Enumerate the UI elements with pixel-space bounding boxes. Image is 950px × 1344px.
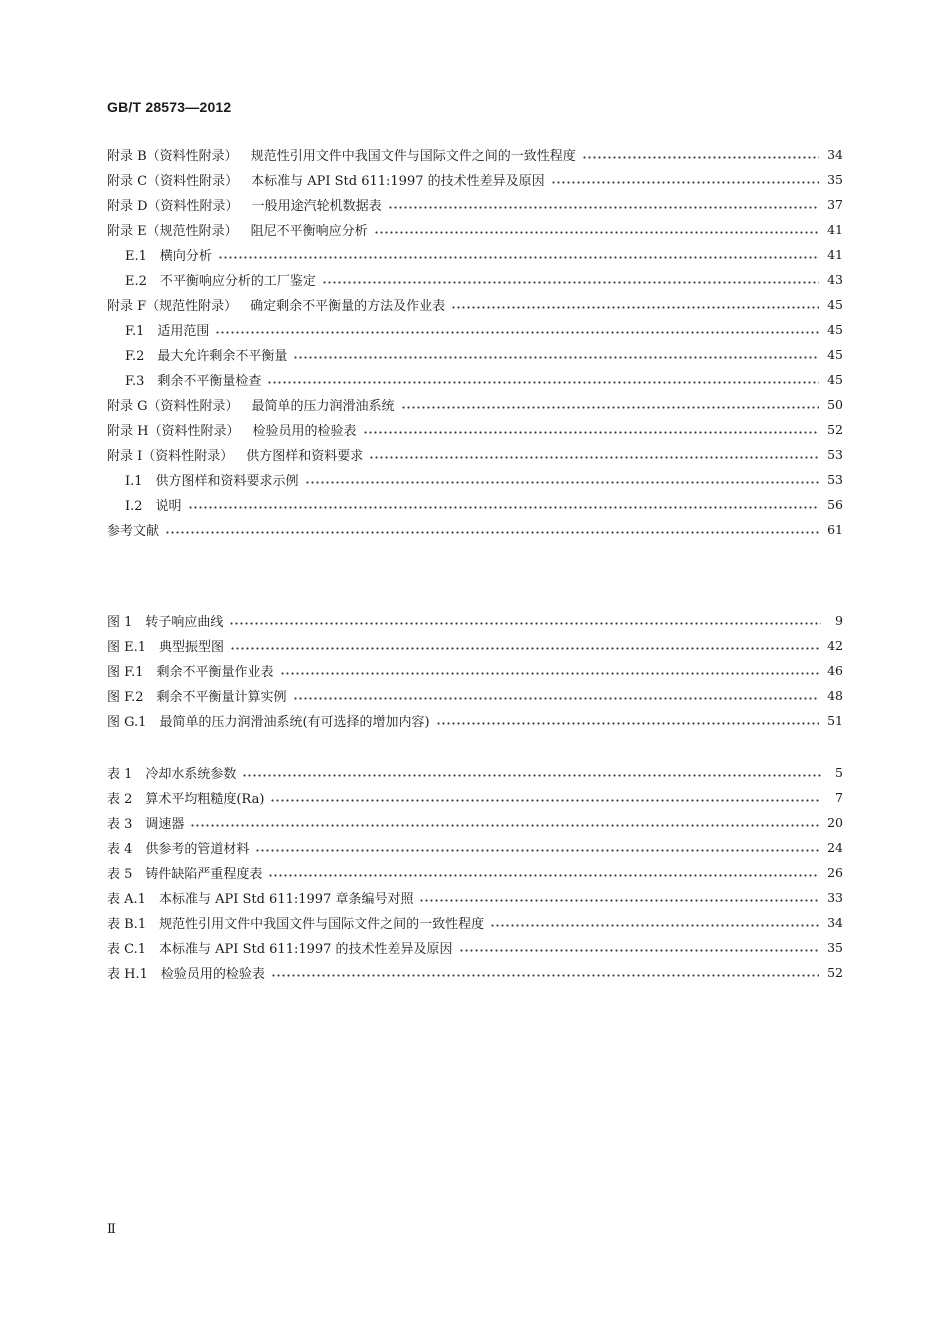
toc-page-number: 53 [827, 472, 843, 487]
toc-entry-label: 附录 F（规范性附录） [107, 299, 238, 314]
toc-entry-label: F.2 [125, 349, 145, 364]
toc-entry-label: 图 1 [107, 615, 133, 630]
dot-leader [270, 799, 821, 802]
toc-entry-text: 本标准与 API Std 611:1997 的技术性差异及原因 [251, 174, 545, 189]
toc-page-number: 45 [827, 297, 843, 312]
toc-entry-label: 图 F.1 [107, 665, 144, 680]
toc-entry-text: 横向分析 [159, 249, 212, 264]
toc-entry-text: 铸件缺陷严重程度表 [145, 867, 263, 882]
toc-entry-label: 附录 H（资料性附录） [107, 424, 240, 439]
appendix-toc-entry[interactable] [107, 392, 843, 417]
toc-entry-title [107, 763, 242, 782]
dot-leader [242, 774, 821, 777]
appendix-toc-entry[interactable] [107, 242, 843, 267]
appendix-toc-entry[interactable] [107, 517, 843, 542]
toc-entry-text: 最简单的压力润滑油系统 [251, 399, 395, 414]
toc-entry-label: 表 B.1 [107, 917, 147, 932]
toc-entry-title [107, 420, 363, 439]
dot-leader [188, 506, 820, 509]
toc-entry-text: 适用范围 [157, 324, 210, 339]
toc-page-number: 5 [835, 765, 843, 780]
toc-page-number: 56 [827, 497, 843, 512]
toc-entry-title [107, 788, 270, 807]
dot-leader [268, 874, 819, 877]
toc-entry-title [107, 963, 271, 982]
toc-entry-label: 附录 I（资料性附录） [107, 449, 234, 464]
appendix-toc-entry[interactable] [107, 267, 843, 292]
toc-page-number: 42 [827, 638, 843, 653]
toc-entry-title [125, 345, 293, 364]
toc-entry-spacer [144, 665, 157, 680]
toc-entry-label: 图 G.1 [107, 715, 147, 730]
toc-page-number: 45 [827, 372, 843, 387]
appendix-toc-entry[interactable] [107, 467, 843, 492]
toc-page-number: 35 [827, 940, 843, 955]
toc-entry-spacer [146, 942, 159, 957]
dot-leader [305, 481, 820, 484]
toc-entry-title [107, 686, 293, 705]
toc-entry-spacer [132, 842, 145, 857]
toc-page-number: 45 [827, 322, 843, 337]
appendix-toc-entry[interactable] [107, 492, 843, 517]
toc-entry-text: 检验员用的检验表 [252, 424, 357, 439]
dot-leader [388, 206, 820, 209]
toc-page-number: 43 [827, 272, 843, 287]
toc-entry-label: 表 C.1 [107, 942, 147, 957]
table-toc-entry[interactable] [107, 760, 843, 785]
dot-leader [459, 949, 820, 952]
dot-leader [293, 697, 820, 700]
dot-leader [419, 899, 819, 902]
toc-entry-title [125, 470, 305, 489]
toc-entry-text: 阻尼不平衡响应分析 [250, 224, 368, 239]
toc-entry-title [107, 636, 230, 655]
toc-entry-label: 图 E.1 [107, 640, 147, 655]
toc-entry-text: 规范性引用文件中我国文件与国际文件之间的一致性程度 [250, 149, 576, 164]
toc-entry-spacer [132, 615, 145, 630]
appendix-toc-entry[interactable] [107, 192, 843, 217]
toc-entry-text: 确定剩余不平衡量的方法及作业表 [250, 299, 446, 314]
toc-page-number: 50 [827, 397, 843, 412]
appendix-toc-entry[interactable] [107, 142, 843, 167]
figure-toc-entry[interactable] [107, 708, 843, 733]
toc-entry-label: I.1 [125, 474, 143, 489]
toc-entry-text: 检验员用的检验表 [160, 967, 265, 982]
toc-entry-text: 最简单的压力润滑油系统(有可选择的增加内容) [159, 715, 430, 730]
toc-entry-label: F.1 [125, 324, 145, 339]
toc-entry-title [107, 145, 582, 164]
dot-leader [267, 381, 819, 384]
dot-leader [229, 622, 821, 625]
toc-page-number: 48 [827, 688, 843, 703]
toc-entry-label: 附录 C（资料性附录） [107, 174, 239, 189]
toc-page-number: 35 [827, 172, 843, 187]
toc-entry-title [107, 195, 388, 214]
toc-entry-label: 参考文献 [107, 524, 160, 539]
toc-entry-spacer [146, 917, 159, 932]
toc-entry-spacer [148, 967, 161, 982]
appendix-toc-entry[interactable] [107, 442, 843, 467]
table-toc-entry[interactable] [107, 885, 843, 910]
toc-entry-title [107, 838, 255, 857]
toc-page-number: 26 [827, 865, 843, 880]
appendix-toc-entry[interactable] [107, 367, 843, 392]
toc-entry-label: 表 A.1 [107, 892, 146, 907]
toc-entry-label: 附录 B（资料性附录） [107, 149, 238, 164]
toc-page-number: 61 [827, 522, 843, 537]
toc-entry-title [107, 938, 459, 957]
toc-entry-spacer [239, 399, 252, 414]
toc-entry-title [125, 245, 218, 264]
dot-leader [369, 456, 819, 459]
toc-entry-title [125, 370, 267, 389]
toc-entry-text: 转子响应曲线 [145, 615, 224, 630]
toc-page-number: 24 [827, 840, 843, 855]
table-toc-entry[interactable] [107, 910, 843, 935]
table-toc-entry[interactable] [107, 785, 843, 810]
dot-leader [401, 406, 820, 409]
table-toc-entry[interactable] [107, 810, 843, 835]
toc-page-number: 53 [827, 447, 843, 462]
toc-entry-text: 本标准与 API Std 611:1997 的技术性差异及原因 [159, 942, 453, 957]
toc-entry-text: 供方图样和资料要求 [246, 449, 364, 464]
toc-entry-title [107, 813, 190, 832]
toc-entry-text: 说明 [155, 499, 182, 514]
toc-entry-label: 附录 G（资料性附录） [107, 399, 239, 414]
figure-toc-entry[interactable] [107, 633, 843, 658]
toc-page-number: 45 [827, 347, 843, 362]
appendix-toc-entry[interactable] [107, 292, 843, 317]
dot-leader [255, 849, 819, 852]
toc-entry-text: 剩余不平衡量检查 [157, 374, 262, 389]
toc-entry-label: 表 3 [107, 817, 133, 832]
page-number-roman: Ⅱ [107, 1222, 116, 1237]
toc-entry-spacer [238, 224, 251, 239]
toc-entry-text: 不平衡响应分析的工厂鉴定 [159, 274, 316, 289]
toc-entry-title [107, 395, 401, 414]
toc-entry-spacer [233, 449, 246, 464]
toc-entry-title [107, 711, 436, 730]
toc-entry-title [107, 611, 229, 630]
toc-entry-label: 图 F.2 [107, 690, 144, 705]
toc-entry-spacer [132, 792, 145, 807]
toc-entry-spacer [146, 892, 159, 907]
dot-leader [582, 156, 819, 159]
toc-page-number: 52 [827, 422, 843, 437]
dot-leader [271, 974, 819, 977]
toc-entry-text: 本标准与 API Std 611:1997 章条编号对照 [158, 892, 414, 907]
dot-leader [374, 231, 819, 234]
toc-entry-text: 冷却水系统参数 [145, 767, 237, 782]
toc-entry-spacer [132, 817, 145, 832]
toc-entry-text: 剩余不平衡量作业表 [156, 665, 274, 680]
toc-entry-title [107, 295, 451, 314]
toc-entry-label: 表 4 [107, 842, 133, 857]
appendix-toc-entry[interactable] [107, 417, 843, 442]
dot-leader [293, 356, 819, 359]
toc-entry-label: E.1 [125, 249, 147, 264]
toc-entry-label: 表 2 [107, 792, 133, 807]
appendix-toc-entry[interactable] [107, 317, 843, 342]
dot-leader [230, 647, 819, 650]
toc-entry-spacer [239, 424, 252, 439]
figure-toc-entry[interactable] [107, 683, 843, 708]
table-toc-entry[interactable] [107, 960, 843, 985]
toc-page-number: 7 [835, 790, 843, 805]
toc-entry-title [107, 661, 280, 680]
dot-leader [363, 431, 820, 434]
toc-entry-spacer [144, 374, 157, 389]
toc-page-number: 9 [835, 613, 843, 628]
toc-entry-text: 算术平均粗糙度(Ra) [145, 792, 265, 807]
toc-entry-text: 供方图样和资料要求示例 [155, 474, 299, 489]
toc-entry-text: 规范性引用文件中我国文件与国际文件之间的一致性程度 [159, 917, 485, 932]
toc-entry-spacer [132, 767, 145, 782]
table-toc-entry[interactable] [107, 860, 843, 885]
toc-page-number: 41 [827, 222, 843, 237]
toc-entry-spacer [147, 249, 160, 264]
dot-leader [451, 306, 819, 309]
toc-page-number: 33 [827, 890, 843, 905]
dot-leader [490, 924, 819, 927]
table-toc-entry[interactable] [107, 835, 843, 860]
toc-entry-spacer [144, 324, 157, 339]
toc-entry-title [107, 863, 268, 882]
dot-leader [551, 181, 819, 184]
toc-entry-label: 表 H.1 [107, 967, 148, 982]
toc-entry-label: 附录 E（规范性附录） [107, 224, 238, 239]
toc-entry-title [107, 220, 374, 239]
toc-entry-label: 表 1 [107, 767, 133, 782]
toc-entry-text: 剩余不平衡量计算实例 [156, 690, 287, 705]
appendix-toc-entry[interactable] [107, 217, 843, 242]
toc-entry-spacer [143, 499, 156, 514]
toc-entry-spacer [237, 299, 250, 314]
toc-entry-title [107, 520, 165, 539]
appendix-toc-entry[interactable] [107, 342, 843, 367]
toc-entry-spacer [146, 640, 159, 655]
toc-page-number: 41 [827, 247, 843, 262]
toc-entry-title [107, 170, 551, 189]
toc-entry-title [125, 495, 188, 514]
appendix-toc-list [107, 142, 843, 542]
toc-page-number: 20 [827, 815, 843, 830]
toc-entry-text: 最大允许剩余不平衡量 [157, 349, 288, 364]
toc-entry-spacer [238, 149, 251, 164]
toc-entry-text: 调速器 [145, 817, 185, 832]
table-toc-list [107, 760, 843, 985]
toc-entry-spacer [147, 274, 160, 289]
toc-entry-spacer [239, 199, 252, 214]
toc-entry-label: 附录 D（资料性附录） [107, 199, 239, 214]
toc-entry-title [125, 270, 322, 289]
appendix-toc-entry[interactable] [107, 167, 843, 192]
toc-entry-spacer [132, 867, 145, 882]
dot-leader [280, 672, 820, 675]
toc-entry-label: E.2 [125, 274, 147, 289]
toc-entry-label: I.2 [125, 499, 143, 514]
toc-page-number: 46 [827, 663, 843, 678]
dot-leader [165, 531, 819, 534]
dot-leader [218, 256, 819, 259]
dot-leader [215, 331, 819, 334]
toc-entry-spacer [144, 349, 157, 364]
toc-entry-text: 典型振型图 [159, 640, 225, 655]
toc-entry-label: F.3 [125, 374, 145, 389]
toc-entry-spacer [238, 174, 251, 189]
toc-page-number: 37 [827, 197, 843, 212]
toc-page-number: 34 [827, 915, 843, 930]
toc-entry-title [107, 888, 419, 907]
toc-entry-spacer [143, 474, 156, 489]
toc-entry-title [107, 445, 369, 464]
toc-entry-title [107, 913, 490, 932]
table-toc-entry[interactable] [107, 935, 843, 960]
figure-toc-entry[interactable] [107, 658, 843, 683]
toc-entry-spacer [146, 715, 159, 730]
dot-leader [436, 722, 819, 725]
toc-entry-spacer [144, 690, 157, 705]
toc-page-number: 52 [827, 965, 843, 980]
figure-toc-entry[interactable] [107, 608, 843, 633]
toc-entry-label: 表 5 [107, 867, 133, 882]
document-code: GB/T 28573—2012 [107, 99, 232, 115]
toc-entry-text: 供参考的管道材料 [145, 842, 250, 857]
toc-page-number: 51 [827, 713, 843, 728]
dot-leader [190, 824, 819, 827]
toc-entry-text: 一般用途汽轮机数据表 [251, 199, 382, 214]
dot-leader [322, 281, 819, 284]
figure-toc-list [107, 608, 843, 733]
toc-page-number: 34 [827, 147, 843, 162]
toc-entry-title [125, 320, 215, 339]
